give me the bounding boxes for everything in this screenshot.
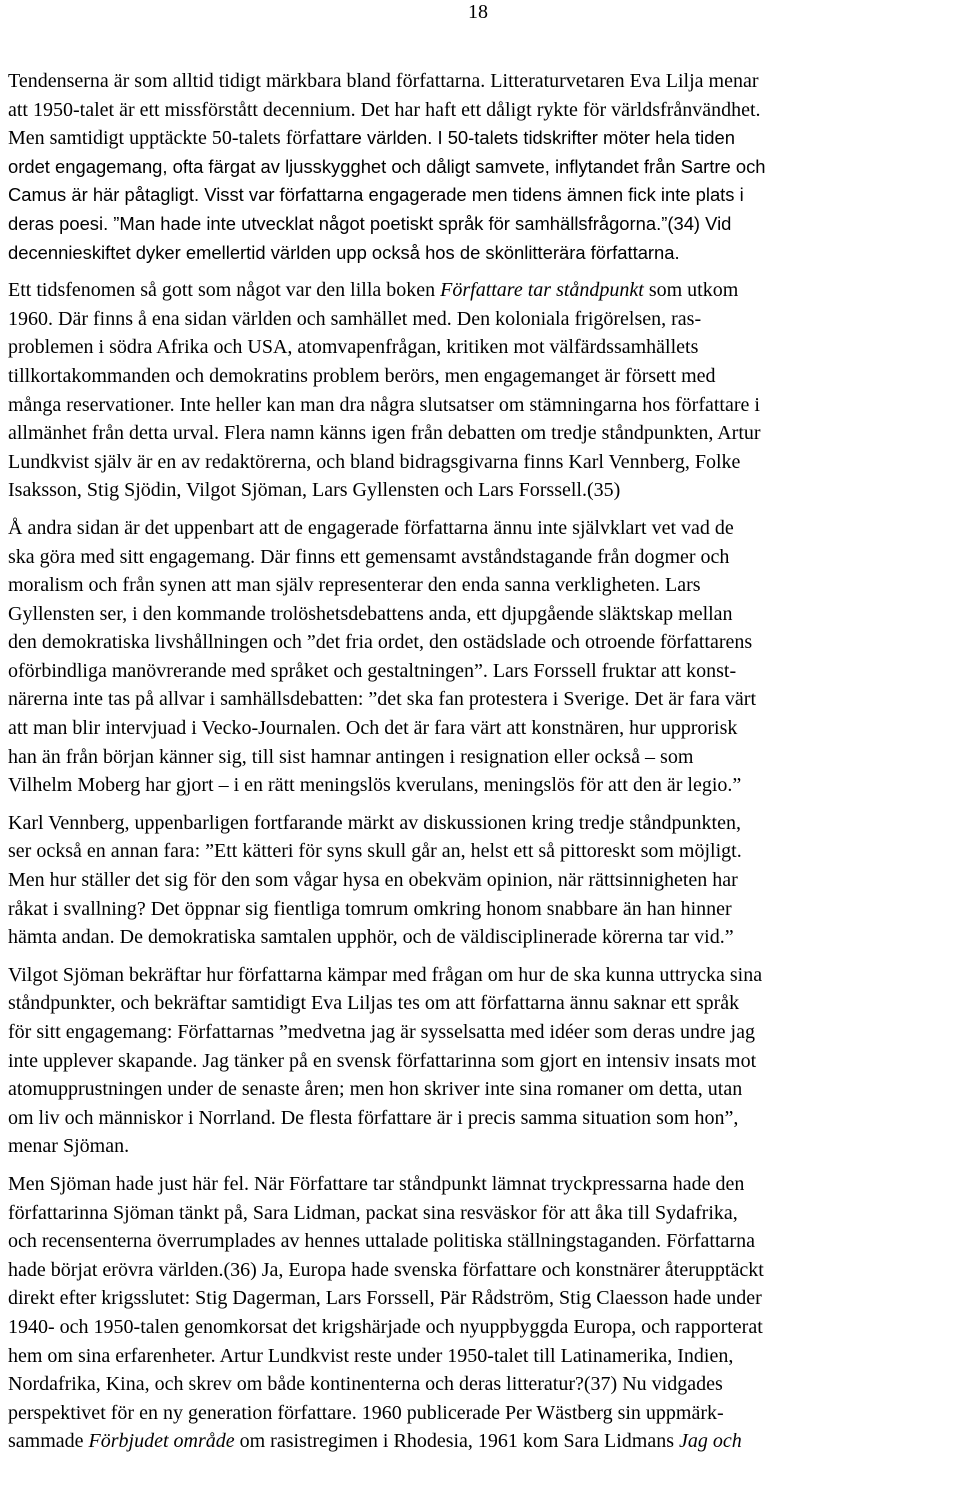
text-line	[8, 391, 956, 420]
text-run: 1940- och 1950-talen genomkorsat det krigshärjade och nyuppbyggda Europa, och rapporterat	[8, 1315, 763, 1338]
text-line	[8, 419, 956, 448]
text-line	[8, 239, 956, 268]
text-line	[8, 1370, 956, 1399]
paragraph	[8, 276, 956, 505]
text-line	[8, 743, 956, 772]
text-line	[8, 333, 956, 362]
text-run: Lundkvist själv är en av redaktörerna, och bland bidragsgivarna finns Karl Vennberg, Folke	[8, 450, 741, 473]
paragraph	[8, 1170, 956, 1456]
text-line	[8, 96, 956, 125]
body-text	[8, 67, 956, 1465]
text-run: menar Sjöman.	[8, 1135, 130, 1158]
text-run: ordet engagemang, ofta färgat av ljusskygghet och dåligt samvete, inflytandet från Sartre och	[8, 155, 766, 177]
text-run: den demokratiska livshållningen och ”det fria ordet, den ostädslade och otroende författarens	[8, 631, 753, 654]
text-line	[8, 1170, 956, 1199]
text-run: Isaksson, Stig Sjödin, Vilgot Sjöman, Lars Gyllensten och Lars Forssell.(35)	[8, 479, 621, 502]
text-line	[8, 1427, 956, 1456]
text-run: många reservationer. Inte heller kan man dra några slutsatser om stämningarna hos författare i	[8, 393, 760, 416]
text-line	[8, 685, 956, 714]
text-run: råkat i svallning? Det öppnar sig fientliga tomrum omkring honom snabbare än han hinner	[8, 897, 732, 920]
text-line	[8, 67, 956, 96]
text-line	[8, 1399, 956, 1428]
text-run: och recensenterna överrumplades av hennes uttalade politiska ställningstaganden. Författarna	[8, 1230, 755, 1253]
text-run: för sitt engagemang: Författarnas ”medvetna jag är sysselsatta med idéer som deras undre jag	[8, 1021, 755, 1043]
text-line	[8, 1132, 956, 1161]
italic-title: Förbjudet område	[88, 1430, 235, 1453]
text-line	[8, 989, 956, 1018]
page-number: 18	[468, 1, 488, 23]
text-run: problemen i södra Afrika och USA, atomvapenfrågan, kritiken mot välfärdssamhällets	[8, 336, 699, 359]
text-run: ståndpunkter, och bekräftar samtidigt Eva Liljas tes om att författarna ännu saknar ett språk	[8, 992, 740, 1015]
text-run: Nordafrika, Kina, och skrev om både kontinenterna och deras litteratur?(37) Nu vidgades	[8, 1373, 723, 1396]
text-run: att man blir intervjuad i Vecko-Journalen. Och det är fara värt att konstnären, hur upprorisk	[8, 717, 738, 740]
text-line	[8, 961, 956, 990]
text-line	[8, 1104, 956, 1133]
text-run: Karl Vennberg, uppenbarligen fortfarande märkt av diskussionen kring tredje ståndpunkten,	[8, 811, 741, 834]
text-run: perspektivet för en ny generation författare. 1960 publicerade Per Wästberg sin uppmärk-	[8, 1401, 724, 1424]
text-run: Gyllensten ser, i den kommande trolöshetsdebattens anda, ett djupgående släktskap mellan	[8, 602, 733, 625]
text-line	[8, 1256, 956, 1285]
text-line	[8, 714, 956, 743]
text-run: Vilgot Sjöman bekräftar hur författarna kämpar med frågan om hur de ska kunna uttrycka sina	[8, 963, 763, 986]
text-run: hade börjat erövra världen.(36) Ja, Europa hade svenska författare och konstnärer återupptäckt	[8, 1258, 764, 1281]
text-line	[8, 1313, 956, 1342]
text-run: Men Sjöman hade just här fel. När Författare tar ståndpunkt lämnat tryckpressarna hade den	[8, 1172, 745, 1195]
text-run: Men samtidigt upptäckte 50-talets förfat	[8, 127, 331, 150]
text-line	[8, 771, 956, 800]
text-run: 1960. Där finns å ena sidan världen och samhället med. Den koloniala frigörelsen, ras-	[8, 307, 702, 330]
text-line	[8, 628, 956, 657]
text-run: Vilhelm Moberg har gjort – i en rätt meningslös kverulans, meningslös för att den är legio.”	[8, 774, 742, 797]
paragraph	[8, 67, 956, 267]
text-line	[8, 923, 956, 952]
text-line	[8, 837, 956, 866]
text-line	[8, 1047, 956, 1076]
text-line	[8, 305, 956, 334]
text-line	[8, 476, 956, 505]
text-run: ska göra med sitt engagemang. Där finns ett gemensamt avståndstagande från dogmer och	[8, 545, 730, 568]
text-run: Tendenserna är som alltid tidigt märkbara bland författarna. Litteraturvetaren Eva Lilja menar	[8, 70, 759, 92]
text-run: moralism och från synen att man själv representerar den enda sanna verkligheten. Lars	[8, 574, 701, 597]
text-run: Ett tidsfenomen så gott som något var den lilla boken	[8, 279, 441, 302]
text-run: decennieskiftet dyker emellertid världen upp också hos de skönlitterära författarna.	[8, 241, 680, 263]
italic-title: Författare tar ståndpunkt	[440, 279, 644, 302]
text-run: tare världen. I 50-talets tidskrifter möter hela tiden	[330, 127, 735, 149]
text-line	[8, 543, 956, 572]
text-line	[8, 153, 956, 182]
text-line	[8, 362, 956, 391]
text-run: direkt efter krigsslutet: Stig Dagerman, Lars Forssell, Pär Rådström, Stig Claesson hade under	[8, 1287, 762, 1310]
text-run: om liv och människor i Norrland. De flesta författare är i precis samma situation som hon”,	[8, 1106, 739, 1129]
text-run: tillkortakommanden och demokratins problem berörs, men engagemanget är försett med	[8, 364, 716, 387]
text-line	[8, 210, 956, 239]
text-line	[8, 514, 956, 543]
text-line	[8, 124, 956, 153]
text-line	[8, 1199, 956, 1228]
text-run: att 1950-talet är ett missförstått decennium. Det har haft ett dåligt rykte för världsfrånvändhet.	[8, 98, 761, 121]
text-line	[8, 600, 956, 629]
text-run: författarinna Sjöman tänkt på, Sara Lidman, packat sina resväskor för att åka till Sydafrika,	[8, 1201, 738, 1224]
text-line	[8, 809, 956, 838]
italic-title: Jag och	[679, 1430, 742, 1453]
text-run: Camus är här påtagligt. Visst var författarna engagerade men tidens ämnen fick inte plats i	[8, 184, 744, 206]
text-line	[8, 1075, 956, 1104]
text-line	[8, 571, 956, 600]
text-run: Men hur ställer det sig för den som vågar hysa en obekväm opinion, när rättsinnigheten har	[8, 869, 738, 892]
text-line	[8, 448, 956, 477]
text-line	[8, 1227, 956, 1256]
text-run: han än från början känner sig, till sist hamnar antingen i resignation eller också – som	[8, 745, 694, 768]
text-run: Å andra sidan är det uppenbart att de engagerade författarna ännu inte självklart vet vad de	[8, 516, 734, 539]
text-run: om rasistregimen i Rhodesia, 1961 kom Sara Lidmans	[234, 1430, 679, 1453]
text-line	[8, 1342, 956, 1371]
text-run: deras poesi. ”Man hade inte utvecklat något poetiskt språk för samhällsfrågorna.”(34) Vid	[8, 212, 732, 234]
paragraph	[8, 961, 956, 1161]
text-run: atomupprustningen under de senaste åren; men hon skriver inte sina romaner om detta, utan	[8, 1078, 743, 1101]
text-line	[8, 1284, 956, 1313]
text-run: närerna inte tas på allvar i samhällsdebatten: ”det ska fan protestera i Sverige. Det är fara värt	[8, 688, 756, 711]
text-run: allmänhet från detta urval. Flera namn känns igen från debatten om tredje ståndpunkten, Artur	[8, 422, 761, 445]
text-line	[8, 866, 956, 895]
text-line	[8, 181, 956, 210]
text-run: som utkom	[643, 279, 739, 302]
paragraph	[8, 809, 956, 952]
text-line	[8, 276, 956, 305]
text-run: oförbindliga manövrerande med språket och gestaltningen”. Lars Forssell fruktar att konst-	[8, 659, 737, 682]
paragraph	[8, 514, 956, 800]
text-run: inte upplever skapande. Jag tänker på en svensk författarinna som gjort en intensiv insats mot	[8, 1049, 757, 1072]
text-run: hem om sina erfarenheter. Artur Lundkvist reste under 1950-talet till Latinamerika, Indien,	[8, 1344, 734, 1367]
text-run: sammade	[8, 1430, 89, 1453]
text-line	[8, 895, 956, 924]
text-line	[8, 657, 956, 686]
text-run: ser också en annan fara: ”Ett kätteri för syns skull går an, helst ett så pittoreskt som möjligt.	[8, 840, 742, 863]
text-line	[8, 1018, 956, 1047]
text-run: hämta andan. De demokratiska samtalen upphör, och de väldisciplinerade körerna tar vid.”	[8, 926, 734, 949]
